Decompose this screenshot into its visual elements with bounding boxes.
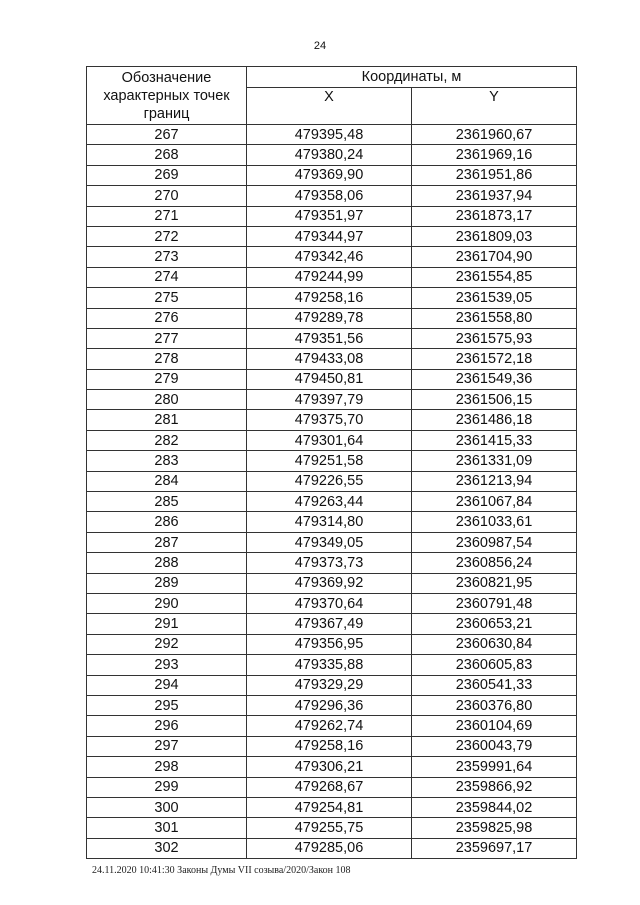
- x-coordinate-cell: 479254,81: [247, 797, 412, 817]
- y-coordinate-cell: 2361558,80: [412, 308, 577, 328]
- point-number-cell: 300: [87, 797, 247, 817]
- point-number-cell: 272: [87, 226, 247, 246]
- table-row: [87, 288, 577, 308]
- x-coordinate-cell: 479351,97: [247, 206, 412, 226]
- x-coordinate-cell: 479329,29: [247, 675, 412, 695]
- x-coordinate-cell: 479285,06: [247, 838, 412, 858]
- point-number-cell: 282: [87, 430, 247, 450]
- x-coordinate-cell: 479380,24: [247, 145, 412, 165]
- x-coordinate-cell: 479369,90: [247, 165, 412, 185]
- x-coordinate-cell: 479373,73: [247, 553, 412, 573]
- y-header: Y: [412, 88, 577, 125]
- table-row: [87, 757, 577, 777]
- point-number-cell: 280: [87, 390, 247, 410]
- y-coordinate-cell: 2359825,98: [412, 818, 577, 838]
- y-coordinate-cell: 2361415,33: [412, 430, 577, 450]
- y-coordinate-cell: 2359866,92: [412, 777, 577, 797]
- table-row: [87, 655, 577, 675]
- point-number-cell: 284: [87, 471, 247, 491]
- point-number-cell: 271: [87, 206, 247, 226]
- y-coordinate-cell: 2361969,16: [412, 145, 577, 165]
- point-number-cell: 275: [87, 288, 247, 308]
- y-coordinate-cell: 2361554,85: [412, 267, 577, 287]
- y-coordinate-cell: 2361873,17: [412, 206, 577, 226]
- y-coordinate-cell: 2360043,79: [412, 736, 577, 756]
- x-coordinate-cell: 479263,44: [247, 492, 412, 512]
- x-coordinate-cell: 479375,70: [247, 410, 412, 430]
- document-footer: 24.11.2020 10:41:30 Законы Думы VII созыва/2020/Закон 108: [92, 865, 351, 876]
- x-coordinate-cell: 479289,78: [247, 308, 412, 328]
- x-coordinate-cell: 479367,49: [247, 614, 412, 634]
- y-coordinate-cell: 2361809,03: [412, 226, 577, 246]
- y-coordinate-cell: 2360376,80: [412, 695, 577, 715]
- point-number-cell: 293: [87, 655, 247, 675]
- point-number-cell: 267: [87, 125, 247, 145]
- table-row: [87, 532, 577, 552]
- table-row: [87, 125, 577, 145]
- table-body: [87, 125, 577, 859]
- x-coordinate-cell: 479358,06: [247, 186, 412, 206]
- y-coordinate-cell: 2361213,94: [412, 471, 577, 491]
- x-coordinate-cell: 479356,95: [247, 634, 412, 654]
- point-number-cell: 285: [87, 492, 247, 512]
- x-coordinate-cell: 479306,21: [247, 757, 412, 777]
- y-coordinate-cell: 2361506,15: [412, 390, 577, 410]
- point-number-cell: 279: [87, 369, 247, 389]
- x-coordinate-cell: 479314,80: [247, 512, 412, 532]
- y-coordinate-cell: 2361549,36: [412, 369, 577, 389]
- y-coordinate-cell: 2361539,05: [412, 288, 577, 308]
- x-coordinate-cell: 479433,08: [247, 349, 412, 369]
- table-row: [87, 634, 577, 654]
- point-number-cell: 270: [87, 186, 247, 206]
- y-coordinate-cell: 2361331,09: [412, 451, 577, 471]
- x-coordinate-cell: 479395,48: [247, 125, 412, 145]
- point-number-cell: 301: [87, 818, 247, 838]
- table-row: [87, 736, 577, 756]
- point-number-cell: 283: [87, 451, 247, 471]
- point-number-cell: 302: [87, 838, 247, 858]
- table-row: [87, 573, 577, 593]
- x-coordinate-cell: 479351,56: [247, 328, 412, 348]
- table-row: [87, 430, 577, 450]
- table-row: [87, 410, 577, 430]
- y-coordinate-cell: 2361572,18: [412, 349, 577, 369]
- point-number-cell: 295: [87, 695, 247, 715]
- y-coordinate-cell: 2360791,48: [412, 593, 577, 613]
- table-header: [87, 67, 577, 125]
- table-row: [87, 186, 577, 206]
- table-row: [87, 593, 577, 613]
- x-coordinate-cell: 479397,79: [247, 390, 412, 410]
- table-row: [87, 206, 577, 226]
- point-number-cell: 294: [87, 675, 247, 695]
- y-coordinate-cell: 2360605,83: [412, 655, 577, 675]
- point-number-cell: 297: [87, 736, 247, 756]
- y-coordinate-cell: 2361486,18: [412, 410, 577, 430]
- point-number-cell: 288: [87, 553, 247, 573]
- coordinates-header: Координаты, м: [247, 67, 577, 88]
- table-row: [87, 226, 577, 246]
- page-number: 24: [313, 40, 327, 52]
- point-number-cell: 287: [87, 532, 247, 552]
- table-row: [87, 247, 577, 267]
- point-number-cell: 278: [87, 349, 247, 369]
- x-coordinate-cell: 479342,46: [247, 247, 412, 267]
- y-coordinate-cell: 2359991,64: [412, 757, 577, 777]
- point-number-cell: 299: [87, 777, 247, 797]
- y-coordinate-cell: 2361033,61: [412, 512, 577, 532]
- table-row: [87, 471, 577, 491]
- table-row: [87, 165, 577, 185]
- y-coordinate-cell: 2361067,84: [412, 492, 577, 512]
- y-coordinate-cell: 2359844,02: [412, 797, 577, 817]
- y-coordinate-cell: 2360987,54: [412, 532, 577, 552]
- point-label-header: Обозначение характерных точек границ: [87, 67, 247, 125]
- table-row: [87, 451, 577, 471]
- point-number-cell: 281: [87, 410, 247, 430]
- point-number-cell: 269: [87, 165, 247, 185]
- point-number-cell: 274: [87, 267, 247, 287]
- y-coordinate-cell: 2359697,17: [412, 838, 577, 858]
- x-coordinate-cell: 479268,67: [247, 777, 412, 797]
- y-coordinate-cell: 2360821,95: [412, 573, 577, 593]
- table-row: [87, 512, 577, 532]
- table-row: [87, 328, 577, 348]
- table-row: [87, 553, 577, 573]
- y-coordinate-cell: 2360630,84: [412, 634, 577, 654]
- x-coordinate-cell: 479349,05: [247, 532, 412, 552]
- table-row: [87, 390, 577, 410]
- y-coordinate-cell: 2361704,90: [412, 247, 577, 267]
- x-coordinate-cell: 479301,64: [247, 430, 412, 450]
- x-coordinate-cell: 479262,74: [247, 716, 412, 736]
- point-number-cell: 292: [87, 634, 247, 654]
- point-number-cell: 289: [87, 573, 247, 593]
- y-coordinate-cell: 2360541,33: [412, 675, 577, 695]
- table-row: [87, 695, 577, 715]
- table-row: [87, 614, 577, 634]
- point-number-cell: 268: [87, 145, 247, 165]
- x-coordinate-cell: 479244,99: [247, 267, 412, 287]
- point-number-cell: 298: [87, 757, 247, 777]
- point-number-cell: 296: [87, 716, 247, 736]
- table-row: [87, 145, 577, 165]
- table-row: [87, 838, 577, 858]
- point-number-cell: 276: [87, 308, 247, 328]
- y-coordinate-cell: 2361960,67: [412, 125, 577, 145]
- x-coordinate-cell: 479344,97: [247, 226, 412, 246]
- table-row: [87, 675, 577, 695]
- y-coordinate-cell: 2360104,69: [412, 716, 577, 736]
- x-coordinate-cell: 479450,81: [247, 369, 412, 389]
- table-row: [87, 267, 577, 287]
- x-coordinate-cell: 479296,36: [247, 695, 412, 715]
- table-row: [87, 818, 577, 838]
- table-row: [87, 369, 577, 389]
- y-coordinate-cell: 2360856,24: [412, 553, 577, 573]
- point-number-cell: 277: [87, 328, 247, 348]
- coordinates-table: [86, 66, 577, 859]
- y-coordinate-cell: 2360653,21: [412, 614, 577, 634]
- y-coordinate-cell: 2361575,93: [412, 328, 577, 348]
- point-number-cell: 291: [87, 614, 247, 634]
- point-number-cell: 290: [87, 593, 247, 613]
- table-row: [87, 308, 577, 328]
- x-coordinate-cell: 479335,88: [247, 655, 412, 675]
- table-row: [87, 349, 577, 369]
- x-coordinate-cell: 479258,16: [247, 736, 412, 756]
- table-row: [87, 716, 577, 736]
- point-number-cell: 286: [87, 512, 247, 532]
- table-row: [87, 777, 577, 797]
- y-coordinate-cell: 2361951,86: [412, 165, 577, 185]
- x-header: X: [247, 88, 412, 125]
- x-coordinate-cell: 479258,16: [247, 288, 412, 308]
- table-row: [87, 797, 577, 817]
- x-coordinate-cell: 479369,92: [247, 573, 412, 593]
- x-coordinate-cell: 479251,58: [247, 451, 412, 471]
- x-coordinate-cell: 479255,75: [247, 818, 412, 838]
- table-row: [87, 492, 577, 512]
- x-coordinate-cell: 479370,64: [247, 593, 412, 613]
- y-coordinate-cell: 2361937,94: [412, 186, 577, 206]
- point-number-cell: 273: [87, 247, 247, 267]
- x-coordinate-cell: 479226,55: [247, 471, 412, 491]
